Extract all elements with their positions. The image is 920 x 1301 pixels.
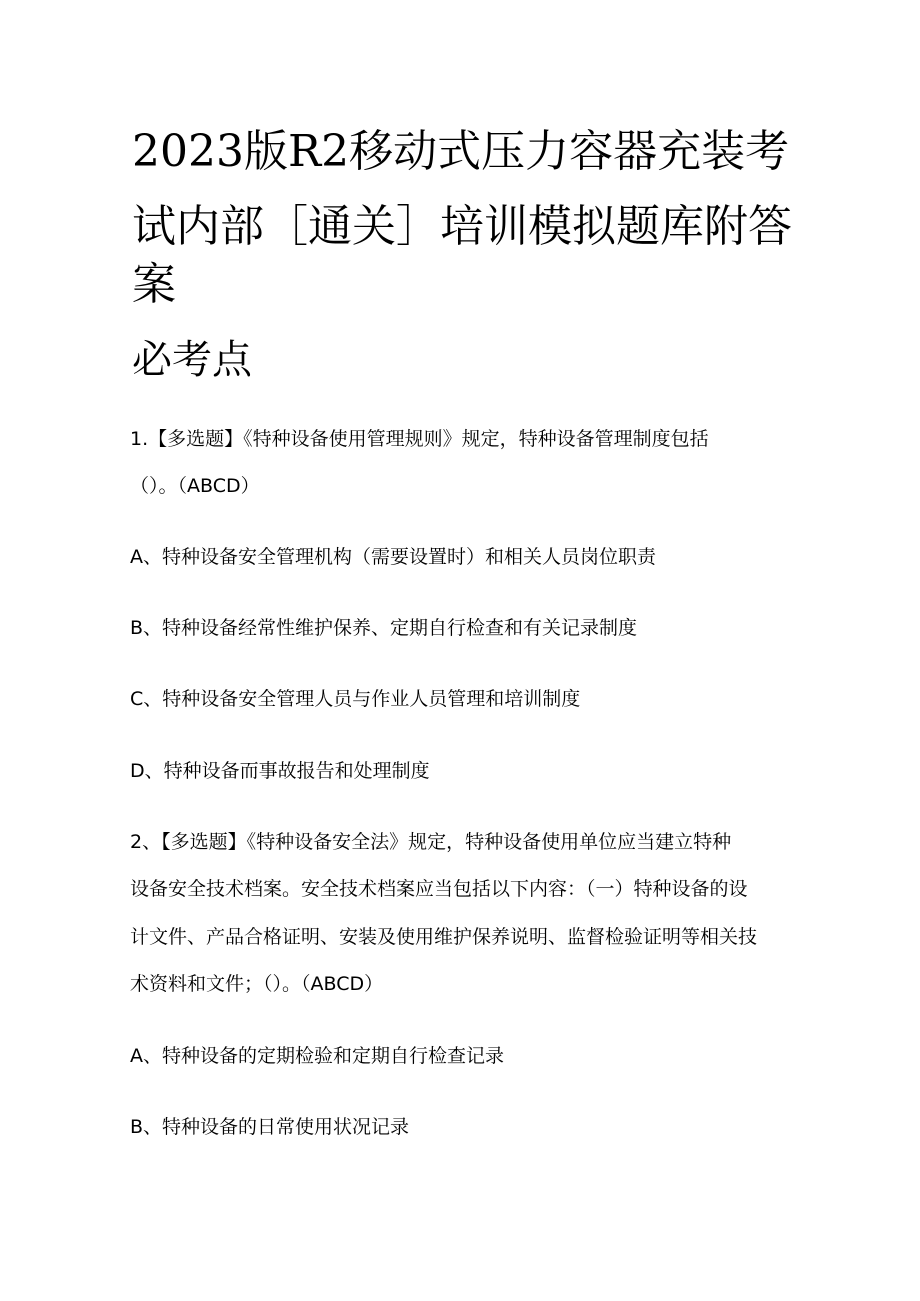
title-line-3: 案 (132, 259, 176, 310)
question-2-line-1: 2、【多选题】《特种设备安全法》规定，特种设备使用单位应当建立特种 (130, 831, 732, 853)
question-2-option-b: B、特种设备的日常使用状况记录 (130, 1116, 410, 1138)
subtitle: 必考点 (132, 337, 252, 383)
question-1-line-2: （）。（ABCD） (130, 475, 260, 497)
question-1-option-d: D、特种设备而事故报告和处理制度 (130, 760, 430, 782)
title-line-1: 2023版R2移动式压力容器充装考 (132, 126, 790, 177)
question-1-option-c: C、特种设备安全管理人员与作业人员管理和培训制度 (130, 688, 581, 710)
question-2-option-a: A、特种设备的定期检验和定期自行检查记录 (130, 1045, 504, 1067)
question-2-line-2: 设备安全技术档案。安全技术档案应当包括以下内容：（一）特种设备的设 (130, 878, 748, 900)
question-1-option-a: A、特种设备安全管理机构（需要设置时）和相关人员岗位职责 (130, 546, 656, 568)
question-2-line-3: 计文件、产品合格证明、安装及使用维护保养说明、监督检验证明等相关技 (130, 926, 758, 948)
question-2-line-4: 术资料和文件；（）。（ABCD） (130, 973, 384, 995)
question-1-line-1: 1.【多选题】《特种设备使用管理规则》规定，特种设备管理制度包括 (130, 428, 709, 450)
title-line-2: 试内部［通关］培训模拟题库附答 (132, 201, 792, 252)
question-1-option-b: B、特种设备经常性维护保养、定期自行检查和有关记录制度 (130, 617, 638, 639)
